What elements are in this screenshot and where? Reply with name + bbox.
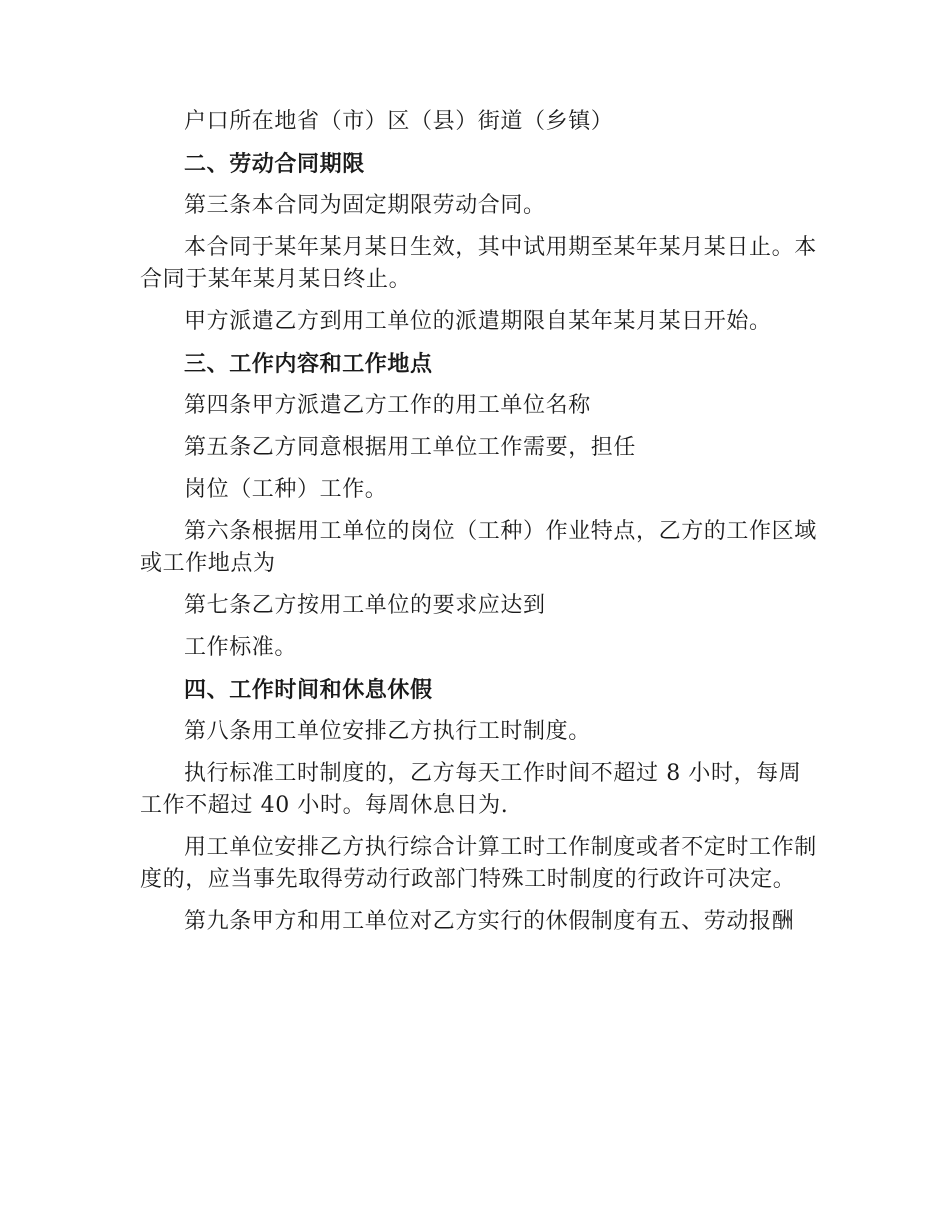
paragraph-effective-dates: 本合同于某年某月某日生效，其中试用期至某年某月某日止。本合同于某年某月某日终止。: [140, 235, 817, 292]
paragraph-article-6: 第六条根据用工单位的岗位（工种）作业特点，乙方的工作区域或工作地点为: [140, 519, 817, 576]
section-heading-work-content: 三、工作内容和工作地点: [184, 351, 433, 377]
paragraph-work-standard: 工作标准。: [184, 635, 298, 660]
document-body: [140, 106, 820, 948]
paragraph-dispatch-period: 甲方派遣乙方到用工单位的派遣期限自某年某月某日开始。: [184, 309, 772, 334]
paragraph-position: 岗位（工种）工作。: [184, 477, 388, 502]
paragraph-standard-hours: 执行标准工时制度的，乙方每天工作时间不超过 8 小时，每周工作不超过 40 小时。每周休息日为.: [140, 761, 802, 818]
paragraph-article-4: 第四条甲方派遣乙方工作的用工单位名称: [184, 393, 591, 418]
paragraph-article-5: 第五条乙方同意根据用工单位工作需要，担任: [184, 435, 637, 460]
paragraph-flexible-hours: 用工单位安排乙方执行综合计算工时工作制度或者不定时工作制度的，应当事先取得劳动行政部门特殊工时制度的行政许可决定。: [140, 835, 817, 892]
paragraph-article-8: 第八条用工单位安排乙方执行工时制度。: [184, 719, 591, 744]
section-heading-contract-term: 二、劳动合同期限: [184, 151, 365, 177]
paragraph-article-7: 第七条乙方按用工单位的要求应达到: [184, 593, 546, 618]
paragraph-household-registration: 户口所在地省（市）区（县）街道（乡镇）: [184, 109, 614, 134]
paragraph-article-9: 第九条甲方和用工单位对乙方实行的休假制度有五、劳动报酬: [184, 909, 795, 934]
section-heading-work-hours: 四、工作时间和休息休假: [184, 677, 433, 703]
paragraph-article-3: 第三条本合同为固定期限劳动合同。: [184, 193, 546, 218]
